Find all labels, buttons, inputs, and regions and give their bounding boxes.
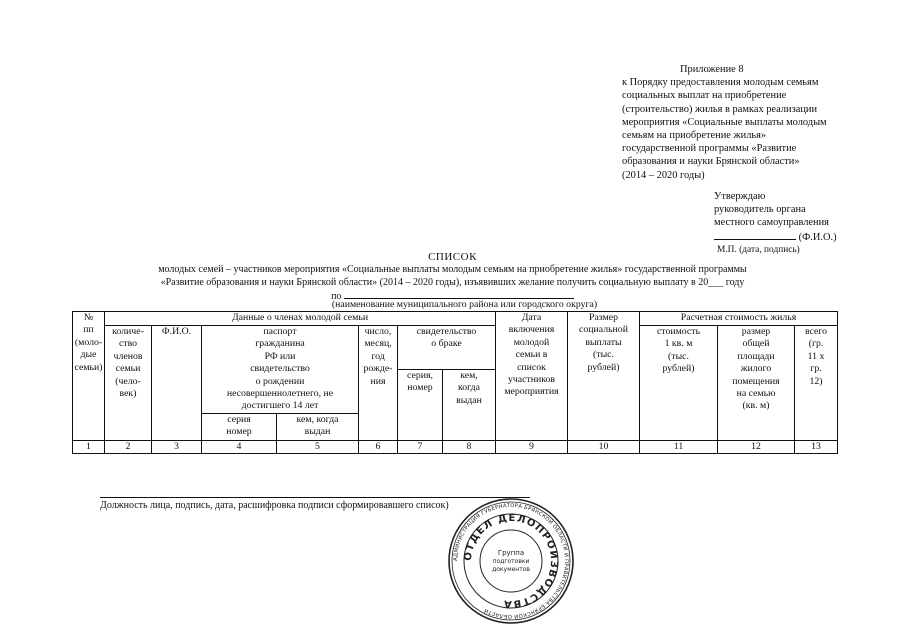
column-number: 11	[640, 440, 718, 453]
passport-series-header: серия номер	[202, 413, 277, 440]
document-subtitle	[100, 264, 805, 289]
col-payment-size-header: Размер социальной выплаты (тыс. рублей)	[568, 312, 640, 441]
appendix-line: к Порядку предоставления молодым семьям	[622, 77, 819, 89]
column-number: 6	[359, 440, 398, 453]
signature-blank	[714, 230, 796, 240]
column-number: 9	[496, 440, 568, 453]
family-data-header: Данные о членах молодой семьи	[105, 312, 496, 326]
approval-heading: Утверждаю	[714, 191, 766, 202]
appendix-line: социальных выплат на приобретение	[622, 90, 787, 102]
appendix-line: мероприятия «Социальные выплаты молодым	[622, 116, 827, 128]
approval-role: руководитель органа	[714, 204, 806, 216]
approval-mp: М.П. (дата, подпись)	[717, 244, 800, 255]
col-family-size-header: количе- ство членов семьи (чело- век)	[105, 326, 152, 441]
column-numbers-row	[73, 440, 838, 453]
marriage-series-header: серия, номер	[398, 370, 443, 441]
column-number: 5	[277, 440, 359, 453]
appendix-block	[622, 63, 862, 182]
col-area-header: размер общей площади жилого помещения на семью (кв. м)	[718, 326, 795, 441]
stamp-svg	[440, 496, 582, 626]
official-stamp	[440, 496, 582, 626]
appendix-line: (2014 – 2020 годы)	[622, 169, 705, 181]
municipality-note: (наименование муниципального района или городского округа)	[331, 299, 598, 310]
footer-signature-caption: Должность лица, подпись, дата, расшифровка подписи сформировавшего список)	[100, 500, 449, 511]
approval-signature-line	[714, 230, 864, 244]
appendix-line: семьям на приобретение жилья»	[622, 130, 767, 142]
column-number: 7	[398, 440, 443, 453]
municipality-blank	[344, 289, 574, 299]
approval-role-org: местного самоуправления	[714, 217, 829, 229]
stamp-center-line-2: подготовки	[492, 558, 530, 565]
stamp-ring-text: АДМИНИСТРАЦИЯ ГУБЕРНАТОРА БРЯНСКОЙ ОБЛАСТИ И ПРАВИТЕЛЬСТВА БРЯНСКОЙ ОБЛАСТИ	[452, 502, 570, 620]
document-title: СПИСОК	[428, 251, 477, 263]
passport-issued-header: кем, когда выдан	[277, 413, 359, 440]
subtitle-line-1: молодых семей – участников мероприятия «Социальные выплаты молодым семьям на приобретение жилья» государственной программы	[158, 264, 747, 275]
column-number: 12	[718, 440, 795, 453]
appendix-title: Приложение 8	[680, 64, 744, 75]
passport-header: паспорт гражданина РФ или свидетельство о рождении несовершеннолетнего, не достигшего 14 лет	[202, 326, 359, 414]
families-table	[72, 311, 838, 454]
approval-fio: (Ф.И.О.)	[798, 231, 837, 243]
po-label: по	[331, 291, 342, 302]
appendix-line: (строительство) жилья в рамках реализации	[622, 103, 818, 115]
column-number: 10	[568, 440, 640, 453]
marriage-issued-header: кем, когда выдан	[443, 370, 496, 441]
col-total-header: всего (гр. 11 х гр. 12)	[795, 326, 838, 441]
col-inclusion-date-header: Дата включения молодой семьи в список участников мероприятия	[496, 312, 568, 441]
column-number: 4	[202, 440, 277, 453]
col-cost-per-sqm-header: стоимость 1 кв. м (тыс. рублей)	[640, 326, 718, 441]
col-fio-header: Ф.И.О.	[152, 326, 202, 441]
stamp-inner-text: ОТДЕЛ ДЕЛОПРОИЗВОДСТВА	[462, 512, 560, 610]
column-number: 3	[152, 440, 202, 453]
stamp-center-line-1: Группа	[497, 549, 525, 557]
subtitle-line-2: «Развитие образования и науки Брянской области» (2014 – 2020 годы), изъявивших желание получить социальную выплату в 20___ году	[160, 276, 745, 288]
col-number-header: № пп (моло- дые семьи)	[73, 312, 105, 441]
housing-cost-header: Расчетная стоимость жилья	[640, 312, 838, 326]
approval-block	[714, 190, 864, 257]
stamp-center-line-3: документов	[492, 566, 530, 573]
column-number: 1	[73, 440, 105, 453]
column-number: 13	[795, 440, 838, 453]
marriage-certificate-header: свидетельство о браке	[398, 326, 496, 370]
column-number: 8	[443, 440, 496, 453]
column-number: 2	[105, 440, 152, 453]
appendix-line: образования и науки Брянской области»	[622, 156, 800, 168]
col-birthdate-header: число, месяц, год рожде- ния	[359, 326, 398, 441]
appendix-line: государственной программы «Развитие	[622, 143, 797, 155]
